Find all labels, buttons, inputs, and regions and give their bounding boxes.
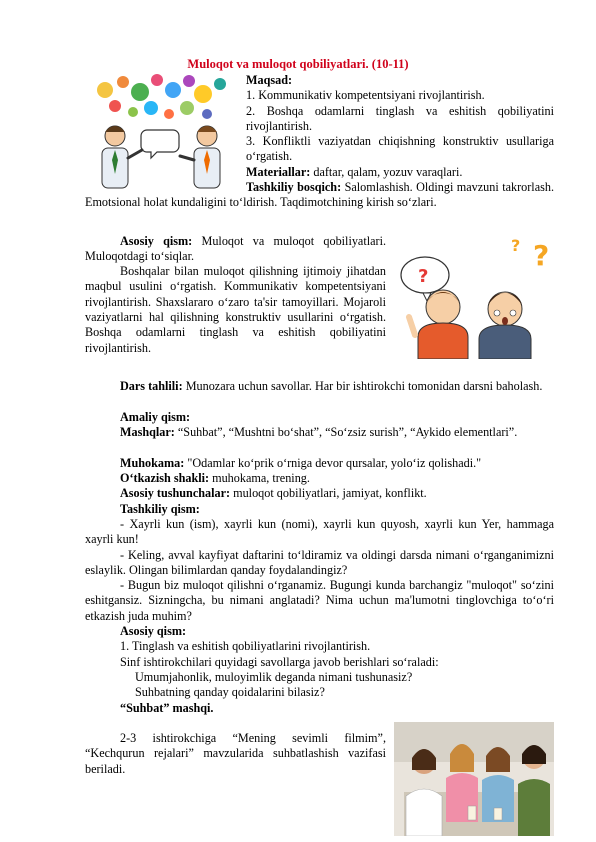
today-paragraph: - Bugun biz muloqot qilishni o‘rganamiz. Bugungi kunda barchangiz "muloqot" so‘zini eshitgansiz. Sizningcha, bu nimani anglatadi? Nima uchun ma'lumotni tinglovchiga to‘o‘ri etkazish juda muhim?: [85, 578, 554, 623]
goal-3: 3. Konfliktli vaziyatdan chiqishning konstruktiv usullariga o‘rgatish.: [246, 134, 554, 164]
main-part-1: [85, 234, 386, 265]
key-concepts: [85, 486, 554, 501]
discussion: [85, 456, 554, 471]
suhbat-exercise-text: 2-3 ishtirokchiga “Mening sevimli filmim”, “Kechqurun rejalari” mavzularida suhbatlashish vazifasi beriladi.: [85, 731, 386, 776]
question-2: Suhbatning qanday qoidalarini bilasiz?: [135, 685, 325, 700]
lesson-analysis-label: Dars tahlili:: [120, 379, 183, 394]
main-part-1-label: Asosiy qism:: [120, 233, 193, 248]
goal-2: 2. Boshqa odamlarni tinglash va eshitish qobiliyatini rivojlantirish.: [246, 103, 554, 133]
materials-text: daftar, qalam, yozuv varaqlari.: [310, 164, 463, 179]
org-part-label: Tashkiliy qism:: [120, 501, 200, 516]
communication-illustration: [85, 72, 240, 190]
goals-label: Maqsad:: [246, 73, 293, 87]
svg-text:?: ?: [511, 237, 521, 255]
greeting-paragraph: - Xayrli kun (ism), xayrli kun (nomi), xayrli kun quyosh, xayrli kun Yer, hammaga xayrli kun!: [85, 517, 554, 547]
answer-intro: Sinf ishtirokchilari quyidagi savollarga javob berishlari so‘raladi:: [120, 654, 439, 669]
org-stage-label: Tashkiliy bosqich:: [246, 180, 342, 195]
org-stage-text: Salomlashish. Oldingi mavzuni takrorlash. Emotsional holat kundaligini to‘ldirish. Taqdimotchining kirish so‘zlari.: [85, 180, 554, 210]
group-conversation-photo: [394, 722, 554, 836]
materials: [246, 165, 554, 180]
key-concepts-text: muloqot qobiliyatlari, jamiyat, konflikt.: [230, 486, 427, 501]
svg-text:?: ?: [418, 266, 429, 287]
delivery-form-label: O‘tkazish shakli:: [120, 471, 210, 486]
discussion-label: Muhokama:: [120, 455, 185, 470]
point-1: 1. Tinglash va eshitish qobiliyatlarini rivojlantirish.: [120, 639, 371, 654]
page-title: Muloqot va muloqot qobiliyatlari. (10-11): [187, 57, 409, 71]
lesson-analysis-text: Munozara uchun savollar. Har bir ishtirokchi tomonidan darsni baholash.: [182, 379, 543, 394]
exercises: [85, 425, 554, 440]
delivery-form-text: muhokama, trening.: [209, 471, 310, 486]
practical-label: Amaliy qism:: [120, 409, 191, 424]
others-paragraph: Boshqalar bilan muloqot qilishning ijtimoiy jihatdan maqbul usulini o‘rgatish. Kommunikativ kompetentsiyani rivojlantirish. Shaxslararo o‘zaro ta'sir tamoyillari. Mojaroli vaziyatlarni hal qilishning konstruktiv usullarini o‘rgatish. Boshqa odamlarni tinglash va eshitish qobiliyatini rivojlantirish.: [85, 264, 386, 355]
question-1: Umumjahonlik, muloyimlik deganda nimani tushunasiz?: [135, 670, 413, 684]
delivery-form: [85, 471, 554, 486]
org-stage: [85, 180, 554, 211]
exercises-label: Mashqlar:: [120, 425, 175, 440]
main-part-2-label: Asosiy qism:: [120, 624, 187, 639]
children-question-illustration: [393, 237, 554, 359]
discussion-text: "Odamlar ko‘prik o‘rniga devor qursalar, yolo‘iz qolishadi.": [184, 455, 482, 470]
mood-paragraph: - Keling, avval kayfiyat daftarini to‘ldiramiz va oldingi darsda nimani o‘rganganimizni eslaylik. Olingan bilimlardan qanday foydalandingiz?: [85, 547, 554, 577]
lesson-analysis: [85, 379, 554, 394]
svg-text:?: ?: [533, 239, 550, 272]
key-concepts-label: Asosiy tushunchalar:: [120, 486, 231, 501]
suhbat-exercise-label: “Suhbat” mashqi.: [120, 700, 214, 715]
materials-label: Materiallar:: [246, 164, 311, 179]
exercises-text: “Suhbat”, “Mushtni bo‘shat”, “So‘zsiz surish”, “Aykido elementlari”.: [174, 425, 518, 440]
main-part-1-text: Muloqot va muloqot qobiliyatlari. Muloqotdagi to‘siqlar.: [85, 233, 387, 263]
goal-1: 1. Kommunikativ kompetentsiyani rivojlantirish.: [246, 88, 485, 103]
